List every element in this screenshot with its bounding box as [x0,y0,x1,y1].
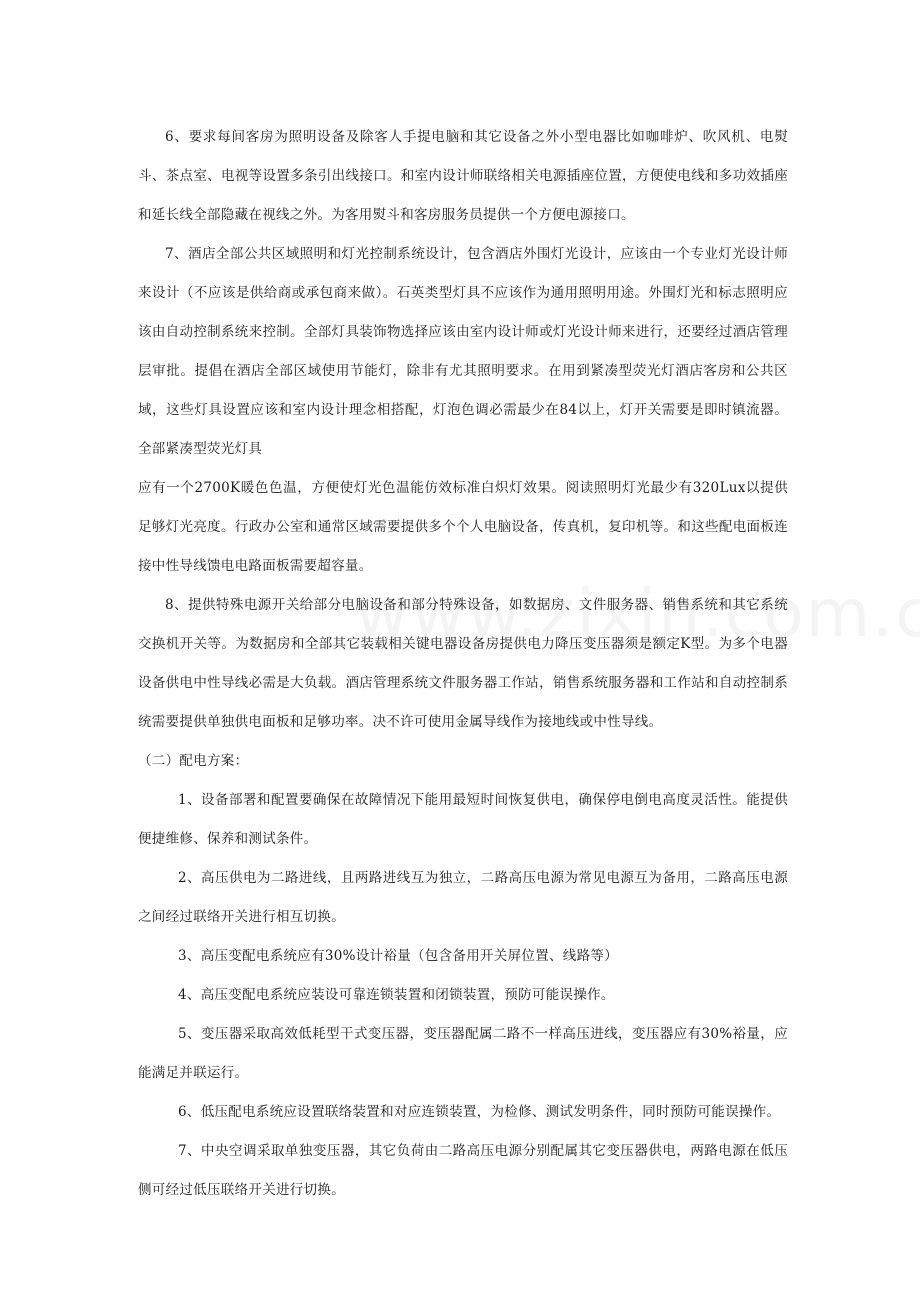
paragraph-7-public-lighting: 7、酒店全部公共区域照明和灯光控制系统设计，包含酒店外围灯光设计，应该由一个专业灯光设计师来设计（不应该是供给商或承包商来做）。石英类型灯具不应该作为通用照明用途。外围灯光和标志照明应该由自动控制系统来控制。全部灯具装饰物选择应该由室内设计师或灯光设计师来进行，还要经过酒店管理层审批。提倡在酒店全部区域使用节能灯，除非有尤其照明要求。在用到紧凑型荧光灯酒店客房和公共区域，这些灯具设置应该和室内设计理念相搭配，灯泡色调必需最少在84以上，灯开关需要是即时镇流器。全部紧凑型荧光灯具 [138,246,788,457]
distribution-item-2: 2、高压供电为二路进线，且两路进线互为独立，二路高压电源为常见电源互为备用，二路高压电源之间经过联络开关进行相互切换。 [138,870,788,925]
distribution-item-1: 1、设备部署和配置要确保在故障情况下能用最短时间恢复供电，确保停电倒电高度灵活性。能提供便捷维修、保养和测试条件。 [138,792,788,847]
distribution-item-5: 5、变压器采取高效低耗型干式变压器，变压器配属二路不一样高压进线，变压器应有30%裕量，应能满足并联运行。 [138,1026,788,1081]
paragraph-7-continued: 应有一个2700K暖色色温，方便使灯光色温能仿效标准白炽灯效果。阅读照明灯光最少有320Lux以提供足够灯光亮度。行政办公室和通常区域需要提供多个个人电脑设备，传真机，复印机等。和这些配电面板连接中性导线馈电电路面板需要超容量。 [138,480,788,574]
distribution-item-3: 3、高压变配电系统应有30%设计裕量（包含备用开关屏位置、线路等） [178,948,618,964]
paragraph-8-special-power: 8、提供特殊电源开关给部分电脑设备和部分特殊设备，如数据房、文件服务器、销售系统和其它系统交换机开关等。为数据房和全部其它装载相关键电器设备房提供电力降压变压器须是额定K型。为多个电器设备供电中性导线必需是大负载。酒店管理系统文件服务器工作站，销售系统服务器和工作站和自动控制系统需要提供单独供电面板和足够功率。决不许可使用金属导线作为接地线或中性导线。 [138,597,788,730]
section-heading-power-distribution: （二）配电方案： [138,753,249,769]
document-body [138,118,788,1210]
distribution-item-6: 6、低压配电系统应设置联络装置和对应连锁装置，为检修、测试发明条件，同时预防可能误操作。 [178,1104,781,1120]
distribution-item-7: 7、中央空调采取单独变压器，其它负荷由二路高压电源分别配属其它变压器供电，两路电源在低压侧可经过低压联络开关进行切换。 [138,1143,788,1198]
distribution-item-4: 4、高压变配电系统应装设可靠连锁装置和闭锁装置，预防可能误操作。 [178,987,615,1003]
paragraph-6-guest-room-outlets: 6、要求每间客房为照明设备及除客人手提电脑和其它设备之外小型电器比如咖啡炉、吹风机、电熨斗、茶点室、电视等设置多条引出线接口。和室内设计师联络相关电源插座位置，方便使电线和多功效插座和延长线全部隐藏在视线之外。为客用熨斗和客房服务员提供一个方便电源接口。 [138,129,788,223]
